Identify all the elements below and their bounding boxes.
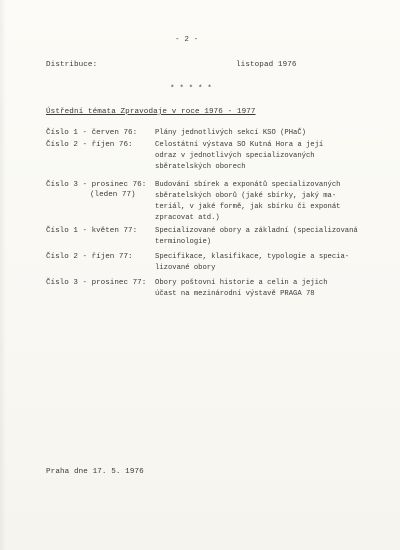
entry-line: odraz v jednotlivých specializovaných [155,152,315,160]
entry-label: Číslo 2 - říjen 77: [46,253,133,261]
page-edge-shadow [0,0,6,550]
entry-label: Číslo 2 - říjen 76: [46,141,133,149]
entry-line: sběratelských oborů (jaké sbírky, jaký ma- [155,192,337,200]
entry-line: sběratelských oborech [155,163,246,171]
entry-line: lizované obory [155,264,216,272]
distribution-label: Distribuce: [46,61,98,69]
entry-label: Číslo 3 - prosinec 76: [46,181,147,189]
entry-line: Obory poštovní historie a celin a jejich [155,279,328,287]
entry-line: Specifikace, klasifikace, typologie a specia- [155,253,350,261]
entry-label: Číslo 1 - květen 77: [46,227,138,235]
entry-line: teriál, v jaké formě, jak sbírku či exponát [155,203,341,211]
entry-line: Specializované obory a základní (specializovaná [155,227,358,235]
entry-label: Číslo 3 - prosinec 77: [46,279,147,287]
document-date: listopad 1976 [236,61,297,69]
entry-label-note: (leden 77) [90,191,136,199]
entry-line: Celostátní výstava SO Kutná Hora a její [155,141,324,149]
entry-line: zpracovat atd.) [155,214,220,222]
footer-place-date: Praha dne 17. 5. 1976 [46,468,144,476]
section-heading: Ústřední témata Zpravodaje v roce 1976 - 1977 [46,108,256,116]
entry-line: Plány jednotlivých sekcí KSO (PHaČ) [155,129,306,137]
entry-line: účast na mezinárodní výstavě PRAGA 78 [155,290,315,298]
page-number: - 2 - [175,36,199,44]
entry-label: Číslo 1 - červen 76: [46,129,138,137]
entry-line: Budování sbírek a exponátů specializovaných [155,181,341,189]
entry-line: terminologie) [155,238,212,246]
separator-stars: * * * * * [170,85,212,93]
